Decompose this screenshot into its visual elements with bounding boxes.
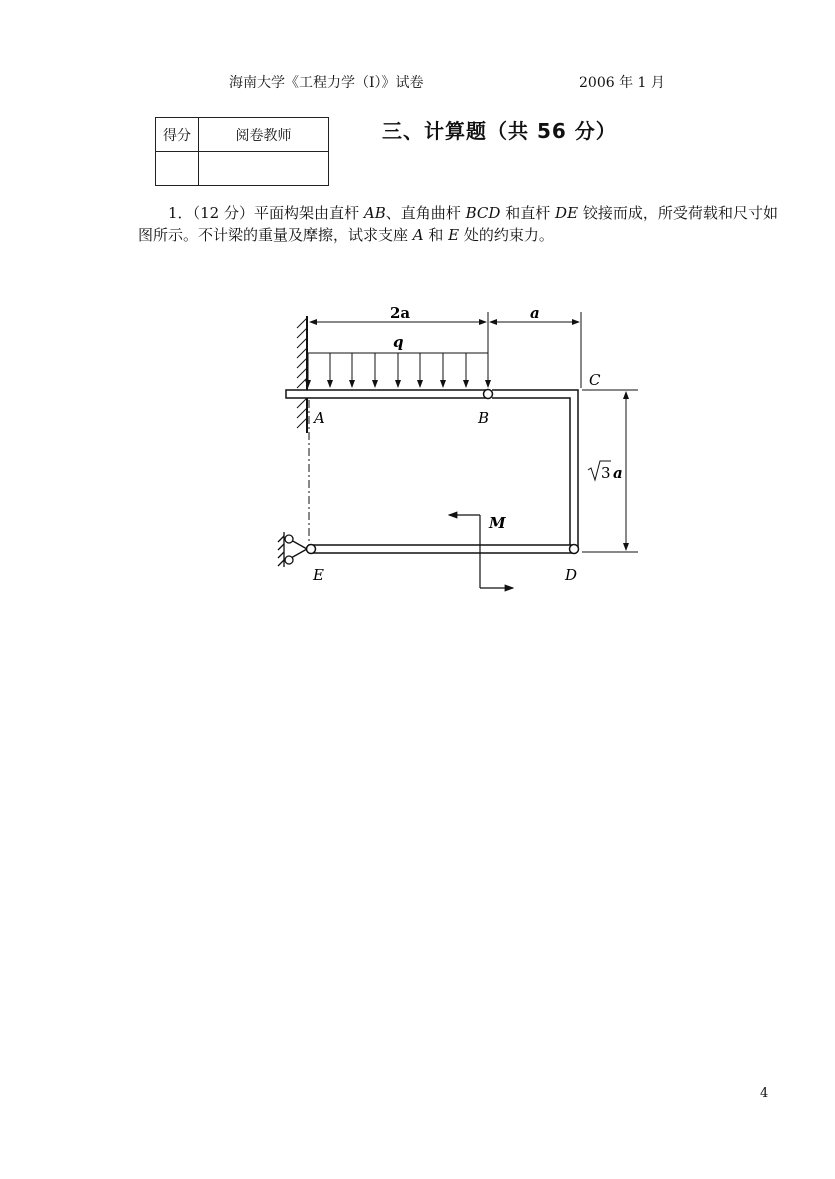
problem-number: 1．	[168, 204, 193, 222]
problem-text-part: 平面构架由直杆	[254, 204, 364, 222]
beam-ab	[286, 390, 489, 398]
grader-label: 阅卷教师	[199, 118, 329, 152]
page-number: 4	[760, 1086, 769, 1101]
point-c-label: C	[589, 371, 601, 389]
point-e-label: E	[313, 566, 324, 584]
problem-text	[138, 202, 778, 246]
problem-text-part: 处的约束力。	[459, 226, 554, 244]
label-a: A	[412, 226, 424, 244]
problem-text-part: 和直杆	[500, 204, 556, 222]
load-q-label: q	[393, 333, 404, 351]
dim-2a-label: 2a	[390, 304, 411, 322]
dim-a-label: a	[530, 304, 540, 322]
moment-m-label: M	[489, 514, 506, 532]
label-de: DE	[555, 204, 579, 222]
distributed-load	[308, 353, 488, 387]
problem-points: （12 分）	[192, 204, 254, 222]
dimension-top	[310, 312, 581, 388]
hinge-d	[570, 545, 579, 554]
hinge-b	[484, 390, 493, 399]
label-bcd: BCD	[465, 204, 501, 222]
sqrt3-a-label: a	[613, 464, 623, 482]
grader-cell[interactable]	[199, 152, 329, 186]
point-b-label: B	[478, 409, 490, 427]
hinge-e	[307, 545, 316, 554]
bar-de	[311, 545, 573, 553]
problem-text-part: 和	[423, 226, 449, 244]
score-label: 得分	[156, 118, 199, 152]
exam-title: 海南大学《工程力学（I）》试卷	[229, 75, 424, 91]
problem-text-part: 、直角曲杆	[385, 204, 466, 222]
sqrt3-number: 3	[601, 464, 611, 482]
score-table	[155, 117, 329, 186]
pin-support	[278, 532, 307, 567]
label-e: E	[448, 226, 460, 244]
score-cell[interactable]	[156, 152, 199, 186]
section-title: 三、计算题（共 56 分）	[382, 119, 617, 143]
exam-date: 2006 年 1 月	[579, 75, 665, 91]
frame-diagram	[270, 300, 670, 600]
problem-text-part: 铰接而成，所受荷载和尺寸如图所示。不计梁的重量及摩擦，试求支座	[138, 204, 778, 244]
wall-support	[297, 316, 307, 433]
point-d-label: D	[565, 566, 578, 584]
point-a-label: A	[314, 409, 325, 427]
label-ab: AB	[363, 204, 386, 222]
